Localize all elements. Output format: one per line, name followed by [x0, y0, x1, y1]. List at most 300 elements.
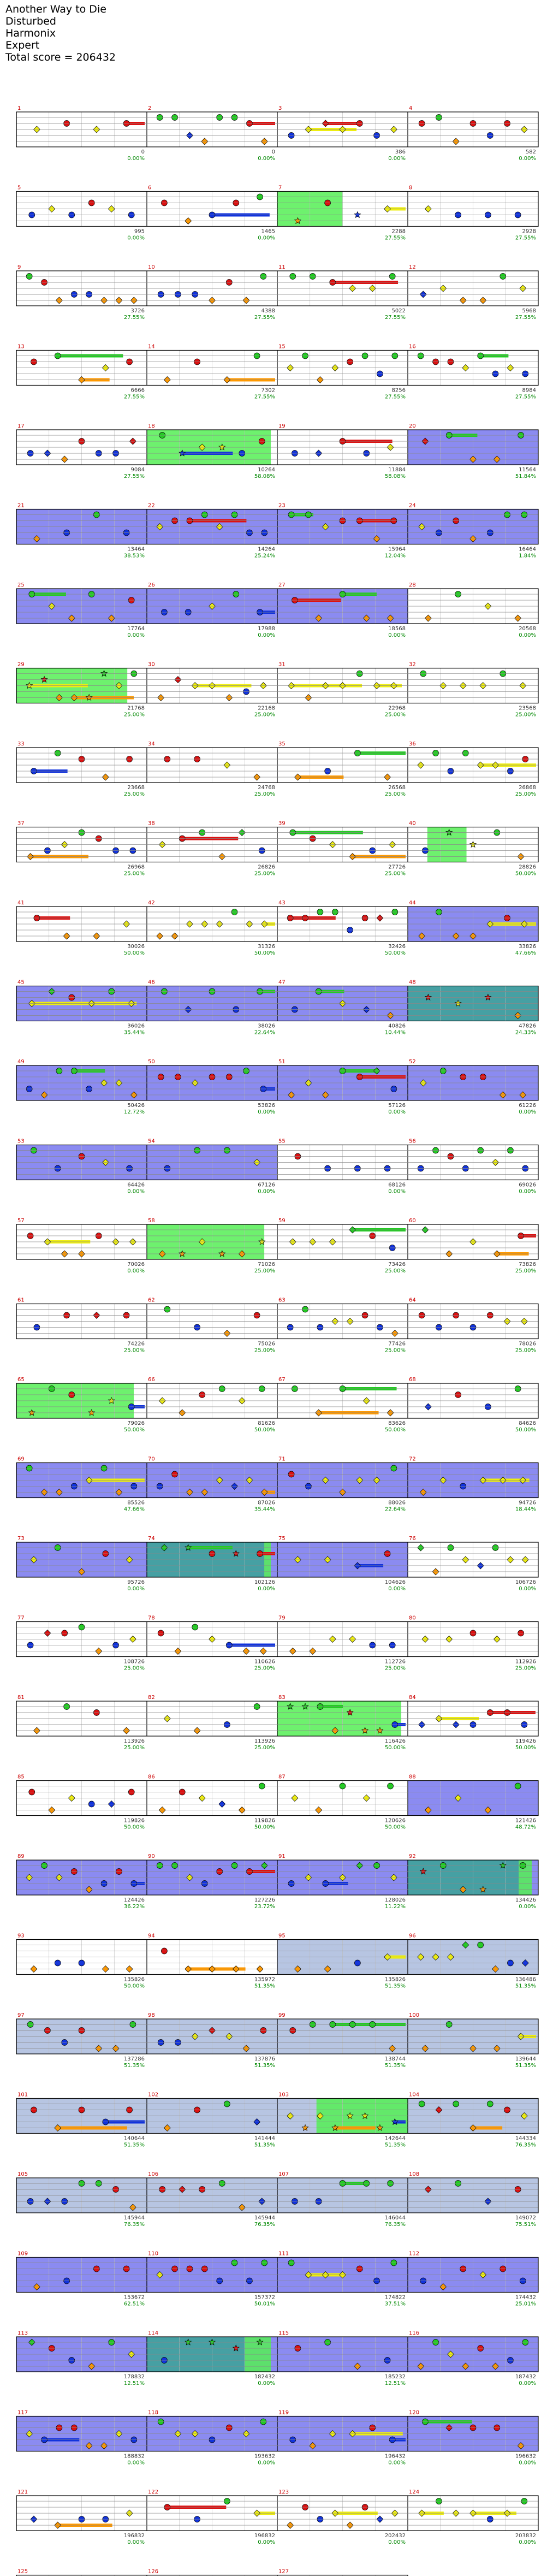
- measure-percent: 0.00%: [258, 632, 275, 638]
- measure-percent: 25.00%: [515, 1347, 536, 1354]
- measure-20: [408, 423, 538, 479]
- measure-percent: 11.22%: [384, 1904, 406, 1910]
- measure-percent: 24.33%: [515, 1029, 536, 1036]
- measure-62: [147, 1298, 275, 1354]
- measure-15: [277, 344, 406, 400]
- measure-score: 135826: [384, 1976, 406, 1983]
- measure-score: 17764: [127, 626, 145, 632]
- measure-percent: 0.00%: [519, 2460, 536, 2466]
- measure-122: [147, 2489, 275, 2545]
- measure-percent: 0.00%: [388, 2539, 406, 2545]
- measure-score: 120626: [384, 1817, 406, 1824]
- measure-number: 80: [409, 1615, 416, 1621]
- measure-score: 135972: [254, 1976, 275, 1983]
- measure-number: 49: [17, 1059, 25, 1065]
- measure-percent: 51.35%: [515, 1983, 536, 1989]
- measure-number: 66: [148, 1377, 155, 1383]
- measure-number: 9: [17, 264, 21, 270]
- measure-number: 106: [148, 2171, 159, 2177]
- measure-number: 97: [17, 2012, 25, 2018]
- measure-89: [16, 1853, 147, 1910]
- measure-percent: 25.00%: [123, 1347, 145, 1354]
- measure-number: 95: [278, 1933, 286, 1939]
- measure-98: [147, 2012, 277, 2069]
- chart-row: [16, 344, 538, 400]
- measure-number: 32: [409, 661, 416, 668]
- measure-percent: 0.00%: [127, 1586, 145, 1592]
- measure-score: 73826: [519, 1262, 536, 1268]
- measure-percent: 51.35%: [123, 2063, 145, 2069]
- measure-percent: 0.00%: [388, 1188, 406, 1195]
- measure-88: [408, 1774, 538, 1831]
- measure-38: [147, 821, 275, 877]
- measure-23: [277, 503, 408, 559]
- measure-percent: 0.00%: [519, 1188, 536, 1195]
- measure-73: [16, 1536, 147, 1592]
- measure-93: [16, 1933, 145, 1989]
- measure-score: 36026: [127, 1023, 145, 1029]
- measure-number: 115: [278, 2330, 289, 2336]
- measure-78: [147, 1615, 275, 1672]
- measure-114: [147, 2330, 277, 2386]
- chart-row: [16, 1059, 538, 1115]
- measure-percent: 25.00%: [515, 712, 536, 718]
- measure-score: 79026: [127, 1420, 145, 1426]
- measure-percent: 50.00%: [384, 1427, 406, 1433]
- measure-score: 119826: [123, 1817, 145, 1824]
- measure-number: 58: [148, 1218, 155, 1224]
- measure-score: 138744: [384, 2056, 406, 2062]
- measure-score: 8256: [391, 387, 406, 394]
- measure-number: 107: [278, 2171, 289, 2177]
- measure-percent: 27.55%: [123, 473, 145, 479]
- measure-number: 96: [409, 1933, 416, 1939]
- measure-percent: 51.35%: [384, 2063, 406, 2069]
- measure-score: 10264: [258, 467, 275, 473]
- measure-number: 101: [17, 2092, 28, 2098]
- measure-percent: 50.00%: [515, 1427, 536, 1433]
- measure-score: 157372: [254, 2294, 275, 2301]
- measure-85: [16, 1774, 145, 1831]
- measure-score: 146044: [384, 2215, 406, 2221]
- measure-35: [277, 741, 406, 797]
- measure-percent: 36.22%: [123, 1904, 145, 1910]
- measure-number: 111: [278, 2251, 289, 2257]
- measure-number: 44: [409, 900, 416, 906]
- measure-score: 53826: [258, 1103, 275, 1109]
- measure-percent: 25.00%: [123, 712, 145, 718]
- measure-percent: 0.00%: [258, 1586, 275, 1592]
- measure-55: [277, 1139, 406, 1195]
- measure-52: [408, 1059, 538, 1115]
- measure-percent: 27.55%: [384, 394, 406, 400]
- measure-76: [408, 1536, 536, 1592]
- measure-71: [277, 1456, 408, 1513]
- measure-number: 72: [409, 1456, 416, 1462]
- measure-number: 22: [148, 502, 155, 509]
- measure-score: 94726: [519, 1500, 536, 1506]
- measure-33: [16, 741, 145, 797]
- measure-102: [147, 2092, 277, 2148]
- measure-17: [16, 423, 145, 479]
- measure-percent: 25.00%: [254, 712, 275, 718]
- measure-score: 18568: [388, 626, 406, 632]
- measure-percent: 0.00%: [127, 235, 145, 241]
- measure-64: [408, 1298, 536, 1354]
- measure-53: [16, 1139, 147, 1195]
- measure-number: 10: [148, 264, 155, 270]
- measure-100: [408, 2012, 538, 2069]
- chart-row: [16, 1139, 538, 1195]
- measure-score: 73426: [388, 1262, 406, 1268]
- measure-score: 196432: [384, 2453, 406, 2460]
- chart-row: [16, 662, 538, 718]
- measure-37: [16, 821, 145, 877]
- measure-score: 77426: [388, 1341, 406, 1347]
- measure-percent: 0.00%: [258, 2380, 275, 2386]
- measure-80: [408, 1615, 536, 1672]
- measure-percent: 47.66%: [515, 950, 536, 956]
- measure-10: [147, 264, 275, 321]
- measure-106: [147, 2171, 277, 2228]
- measure-score: 22968: [388, 705, 406, 712]
- chart-row: [16, 900, 538, 956]
- measure-99: [277, 2012, 408, 2069]
- measure-score: 386: [395, 149, 406, 155]
- measure-number: 63: [278, 1297, 286, 1304]
- measure-score: 88026: [388, 1500, 406, 1506]
- measure-26: [147, 582, 277, 638]
- measure-score: 112926: [515, 1659, 536, 1665]
- measure-number: 121: [17, 2489, 28, 2495]
- measure-number: 26: [148, 582, 155, 588]
- measure-score: 15964: [388, 546, 406, 553]
- measure-score: 104626: [384, 1579, 406, 1585]
- measure-number: 60: [409, 1218, 416, 1224]
- measure-24: [408, 503, 538, 559]
- measure-number: 5: [17, 185, 21, 191]
- measure-number: 53: [17, 1138, 25, 1145]
- measure-score: 4388: [261, 308, 275, 314]
- measure-score: 9084: [130, 467, 145, 473]
- difficulty: Expert: [5, 39, 40, 51]
- measure-83: [277, 1695, 406, 1751]
- measure-31: [277, 662, 406, 718]
- measure-45: [16, 980, 147, 1036]
- measure-112: [408, 2251, 538, 2307]
- measure-percent: 76.35%: [515, 2142, 536, 2148]
- measure-number: 62: [148, 1297, 155, 1304]
- measure-number: 90: [148, 1853, 155, 1860]
- measure-score: 119426: [515, 1738, 536, 1744]
- measure-percent: 0.00%: [258, 1109, 275, 1115]
- measure-21: [16, 503, 147, 559]
- measure-score: 64426: [127, 1182, 145, 1188]
- measure-score: 121426: [515, 1817, 536, 1824]
- measure-number: 31: [278, 661, 286, 668]
- measure-score: 188832: [123, 2453, 145, 2460]
- measure-percent: 25.00%: [384, 791, 406, 797]
- measure-117: [16, 2410, 147, 2466]
- measure-81: [16, 1695, 145, 1751]
- measure-number: 37: [17, 820, 25, 827]
- measure-6: [147, 185, 275, 241]
- measure-number: 6: [148, 185, 152, 191]
- measure-percent: 25.00%: [123, 791, 145, 797]
- measure-percent: 50.00%: [123, 1824, 145, 1831]
- measure-67: [277, 1377, 406, 1433]
- measure-number: 122: [148, 2489, 159, 2495]
- chart-row: [16, 185, 538, 241]
- measure-percent: 25.00%: [254, 1745, 275, 1751]
- measure-percent: 50.00%: [123, 1983, 145, 1989]
- measure-number: 120: [409, 2409, 420, 2416]
- measure-39: [277, 821, 406, 877]
- measure-percent: 50.01%: [254, 2301, 275, 2307]
- measure-percent: 25.00%: [254, 1665, 275, 1672]
- measure-score: 995: [134, 228, 145, 235]
- measure-113: [16, 2330, 147, 2386]
- measure-score: 136486: [515, 1976, 536, 1983]
- measure-116: [408, 2330, 538, 2386]
- measure-score: 3726: [130, 308, 145, 314]
- total-score: Total score = 206432: [5, 51, 116, 63]
- measure-number: 45: [17, 979, 25, 986]
- measure-score: 127226: [254, 1897, 275, 1903]
- measure-score: 74226: [127, 1341, 145, 1347]
- measure-score: 6666: [130, 387, 145, 394]
- measure-number: 89: [17, 1853, 25, 1860]
- measure-44: [408, 900, 538, 956]
- measure-number: 2: [148, 105, 152, 111]
- measure-score: 31326: [258, 944, 275, 950]
- measure-score: 70026: [127, 1262, 145, 1268]
- measure-number: 34: [148, 741, 155, 747]
- measure-score: 20568: [519, 626, 536, 632]
- measure-percent: 25.00%: [123, 870, 145, 877]
- chart-row: [16, 105, 538, 162]
- measure-score: 187432: [515, 2374, 536, 2380]
- measure-109: [16, 2251, 147, 2307]
- measure-score: 95726: [127, 1579, 145, 1585]
- measure-score: 26568: [388, 785, 406, 791]
- measure-score: 137286: [123, 2056, 145, 2062]
- measure-score: 102126: [254, 1579, 275, 1585]
- measure-score: 26868: [519, 785, 536, 791]
- chart-row: [16, 2489, 538, 2545]
- measure-number: 116: [409, 2330, 420, 2336]
- measure-percent: 75.51%: [515, 2222, 536, 2228]
- measure-number: 92: [409, 1853, 416, 1860]
- measure-number: 103: [278, 2092, 289, 2098]
- measure-percent: 25.00%: [123, 1745, 145, 1751]
- measure-number: 29: [17, 661, 25, 668]
- measure-number: 112: [409, 2251, 420, 2257]
- measure-54: [147, 1139, 277, 1195]
- measure-74: [147, 1536, 277, 1592]
- measure-score: 0: [141, 149, 145, 155]
- chart-row: [16, 2092, 538, 2148]
- measure-2: [147, 105, 275, 162]
- measure-score: 112726: [384, 1659, 406, 1665]
- measure-score: 174432: [515, 2294, 536, 2301]
- measure-percent: 0.00%: [388, 1586, 406, 1592]
- chart-row: [16, 1456, 538, 1513]
- measure-63: [277, 1298, 406, 1354]
- measure-92: [408, 1853, 538, 1910]
- measure-percent: 48.72%: [515, 1824, 536, 1831]
- measure-110: [147, 2251, 277, 2307]
- measure-number: 70: [148, 1456, 155, 1462]
- measure-score: 17988: [258, 626, 275, 632]
- measure-103: [277, 2092, 408, 2148]
- measure-49: [16, 1059, 147, 1115]
- measure-percent: 0.00%: [388, 156, 406, 162]
- measure-123: [277, 2489, 406, 2545]
- measure-percent: 12.51%: [384, 2380, 406, 2386]
- measure-19: [277, 423, 406, 479]
- measure-percent: 0.00%: [127, 156, 145, 162]
- chart-row: [16, 503, 538, 559]
- measure-84: [408, 1695, 536, 1751]
- measure-69: [16, 1456, 147, 1513]
- measure-score: 78026: [519, 1341, 536, 1347]
- measure-percent: 0.00%: [127, 2460, 145, 2466]
- measure-number: 81: [17, 1695, 25, 1701]
- measure-27: [277, 582, 408, 638]
- measure-score: 23568: [519, 705, 536, 712]
- measure-percent: 0.00%: [519, 632, 536, 638]
- measure-score: 83626: [388, 1420, 406, 1426]
- measure-number: 123: [278, 2489, 289, 2495]
- measure-66: [147, 1377, 275, 1433]
- measure-104: [408, 2092, 538, 2148]
- measure-percent: 0.00%: [388, 632, 406, 638]
- measure-percent: 1.84%: [519, 553, 536, 559]
- measure-number: 23: [278, 502, 286, 509]
- measure-percent: 0.00%: [519, 1109, 536, 1115]
- measure-score: 140644: [123, 2135, 145, 2142]
- measure-percent: 12.04%: [384, 553, 406, 559]
- measure-percent: 50.00%: [384, 1745, 406, 1751]
- measure-number: 64: [409, 1297, 416, 1304]
- measure-percent: 76.35%: [384, 2222, 406, 2228]
- measure-score: 85526: [127, 1500, 145, 1506]
- measure-number: 1: [17, 105, 21, 111]
- measure-number: 55: [278, 1138, 286, 1145]
- measure-percent: 0.00%: [258, 2539, 275, 2545]
- measure-number: 75: [278, 1536, 286, 1542]
- measure-score: 38026: [258, 1023, 275, 1029]
- measure-95: [277, 1933, 408, 1989]
- measure-number: 54: [148, 1138, 155, 1145]
- measure-percent: 12.72%: [123, 1109, 145, 1115]
- measure-score: 113926: [123, 1738, 145, 1744]
- chart-row: [16, 2251, 538, 2307]
- measure-percent: 25.00%: [123, 1665, 145, 1672]
- measure-number: 41: [17, 900, 25, 906]
- measure-57: [16, 1218, 145, 1274]
- measure-number: 87: [278, 1774, 286, 1780]
- measure-number: 117: [17, 2409, 28, 2416]
- measure-number: 18: [148, 423, 155, 429]
- measure-number: 4: [409, 105, 413, 111]
- measure-score: 203832: [515, 2533, 536, 2539]
- measure-score: 174822: [384, 2294, 406, 2301]
- measure-40: [408, 821, 536, 877]
- measure-percent: 51.35%: [254, 2142, 275, 2148]
- measure-percent: 27.55%: [123, 315, 145, 321]
- chart-row: [16, 2330, 538, 2386]
- measure-percent: 51.35%: [384, 1983, 406, 1989]
- measure-number: 76: [409, 1536, 416, 1542]
- measure-score: 185232: [384, 2374, 406, 2380]
- measure-96: [408, 1933, 538, 1989]
- measure-percent: 25.00%: [254, 791, 275, 797]
- measure-score: 196832: [123, 2533, 145, 2539]
- measure-number: 79: [278, 1615, 286, 1621]
- measure-number: 52: [409, 1059, 416, 1065]
- measure-percent: 25.00%: [254, 1268, 275, 1274]
- measure-72: [408, 1456, 538, 1513]
- measure-score: 582: [525, 149, 536, 155]
- measure-48: [408, 980, 538, 1036]
- measure-51: [277, 1059, 408, 1115]
- measure-percent: 0.00%: [519, 1586, 536, 1592]
- measure-percent: 0.00%: [127, 2539, 145, 2545]
- measure-number: 13: [17, 344, 25, 350]
- measure-34: [147, 741, 275, 797]
- measure-percent: 50.00%: [123, 1427, 145, 1433]
- measure-number: 94: [148, 1933, 155, 1939]
- measure-percent: 51.35%: [515, 2063, 536, 2069]
- measure-5: [16, 185, 145, 241]
- measure-score: 145944: [254, 2215, 275, 2221]
- measure-score: 108726: [123, 1659, 145, 1665]
- measure-percent: 22.64%: [254, 1029, 275, 1036]
- measure-60: [408, 1218, 536, 1274]
- measure-percent: 51.35%: [123, 2142, 145, 2148]
- measure-score: 24768: [258, 785, 275, 791]
- song-title: Another Way to Die: [5, 3, 106, 15]
- measure-score: 33826: [519, 944, 536, 950]
- measure-number: 105: [17, 2171, 28, 2177]
- measure-percent: 0.00%: [127, 632, 145, 638]
- measure-score: 27726: [388, 864, 406, 870]
- measure-101: [16, 2092, 147, 2148]
- chart-row: [16, 980, 538, 1036]
- measure-16: [408, 344, 536, 400]
- chart-row: [16, 1536, 538, 1592]
- measure-percent: 0.00%: [127, 1188, 145, 1195]
- chart-row: [16, 2410, 538, 2466]
- measure-percent: 25.00%: [515, 1268, 536, 1274]
- measure-43: [277, 900, 406, 956]
- measure-score: 50426: [127, 1103, 145, 1109]
- measure-percent: 25.00%: [384, 1347, 406, 1354]
- measure-number: 114: [148, 2330, 159, 2336]
- measure-number: 24: [409, 502, 416, 509]
- measure-number: 38: [148, 820, 155, 827]
- measure-percent: 50.00%: [123, 950, 145, 956]
- measure-number: 118: [148, 2409, 159, 2416]
- measure-number: 99: [278, 2012, 286, 2018]
- measure-percent: 0.00%: [258, 1188, 275, 1195]
- measure-score: 23668: [127, 785, 145, 791]
- measure-score: 2928: [522, 228, 536, 235]
- measure-percent: 50.00%: [515, 870, 536, 877]
- measure-score: 47826: [519, 1023, 536, 1029]
